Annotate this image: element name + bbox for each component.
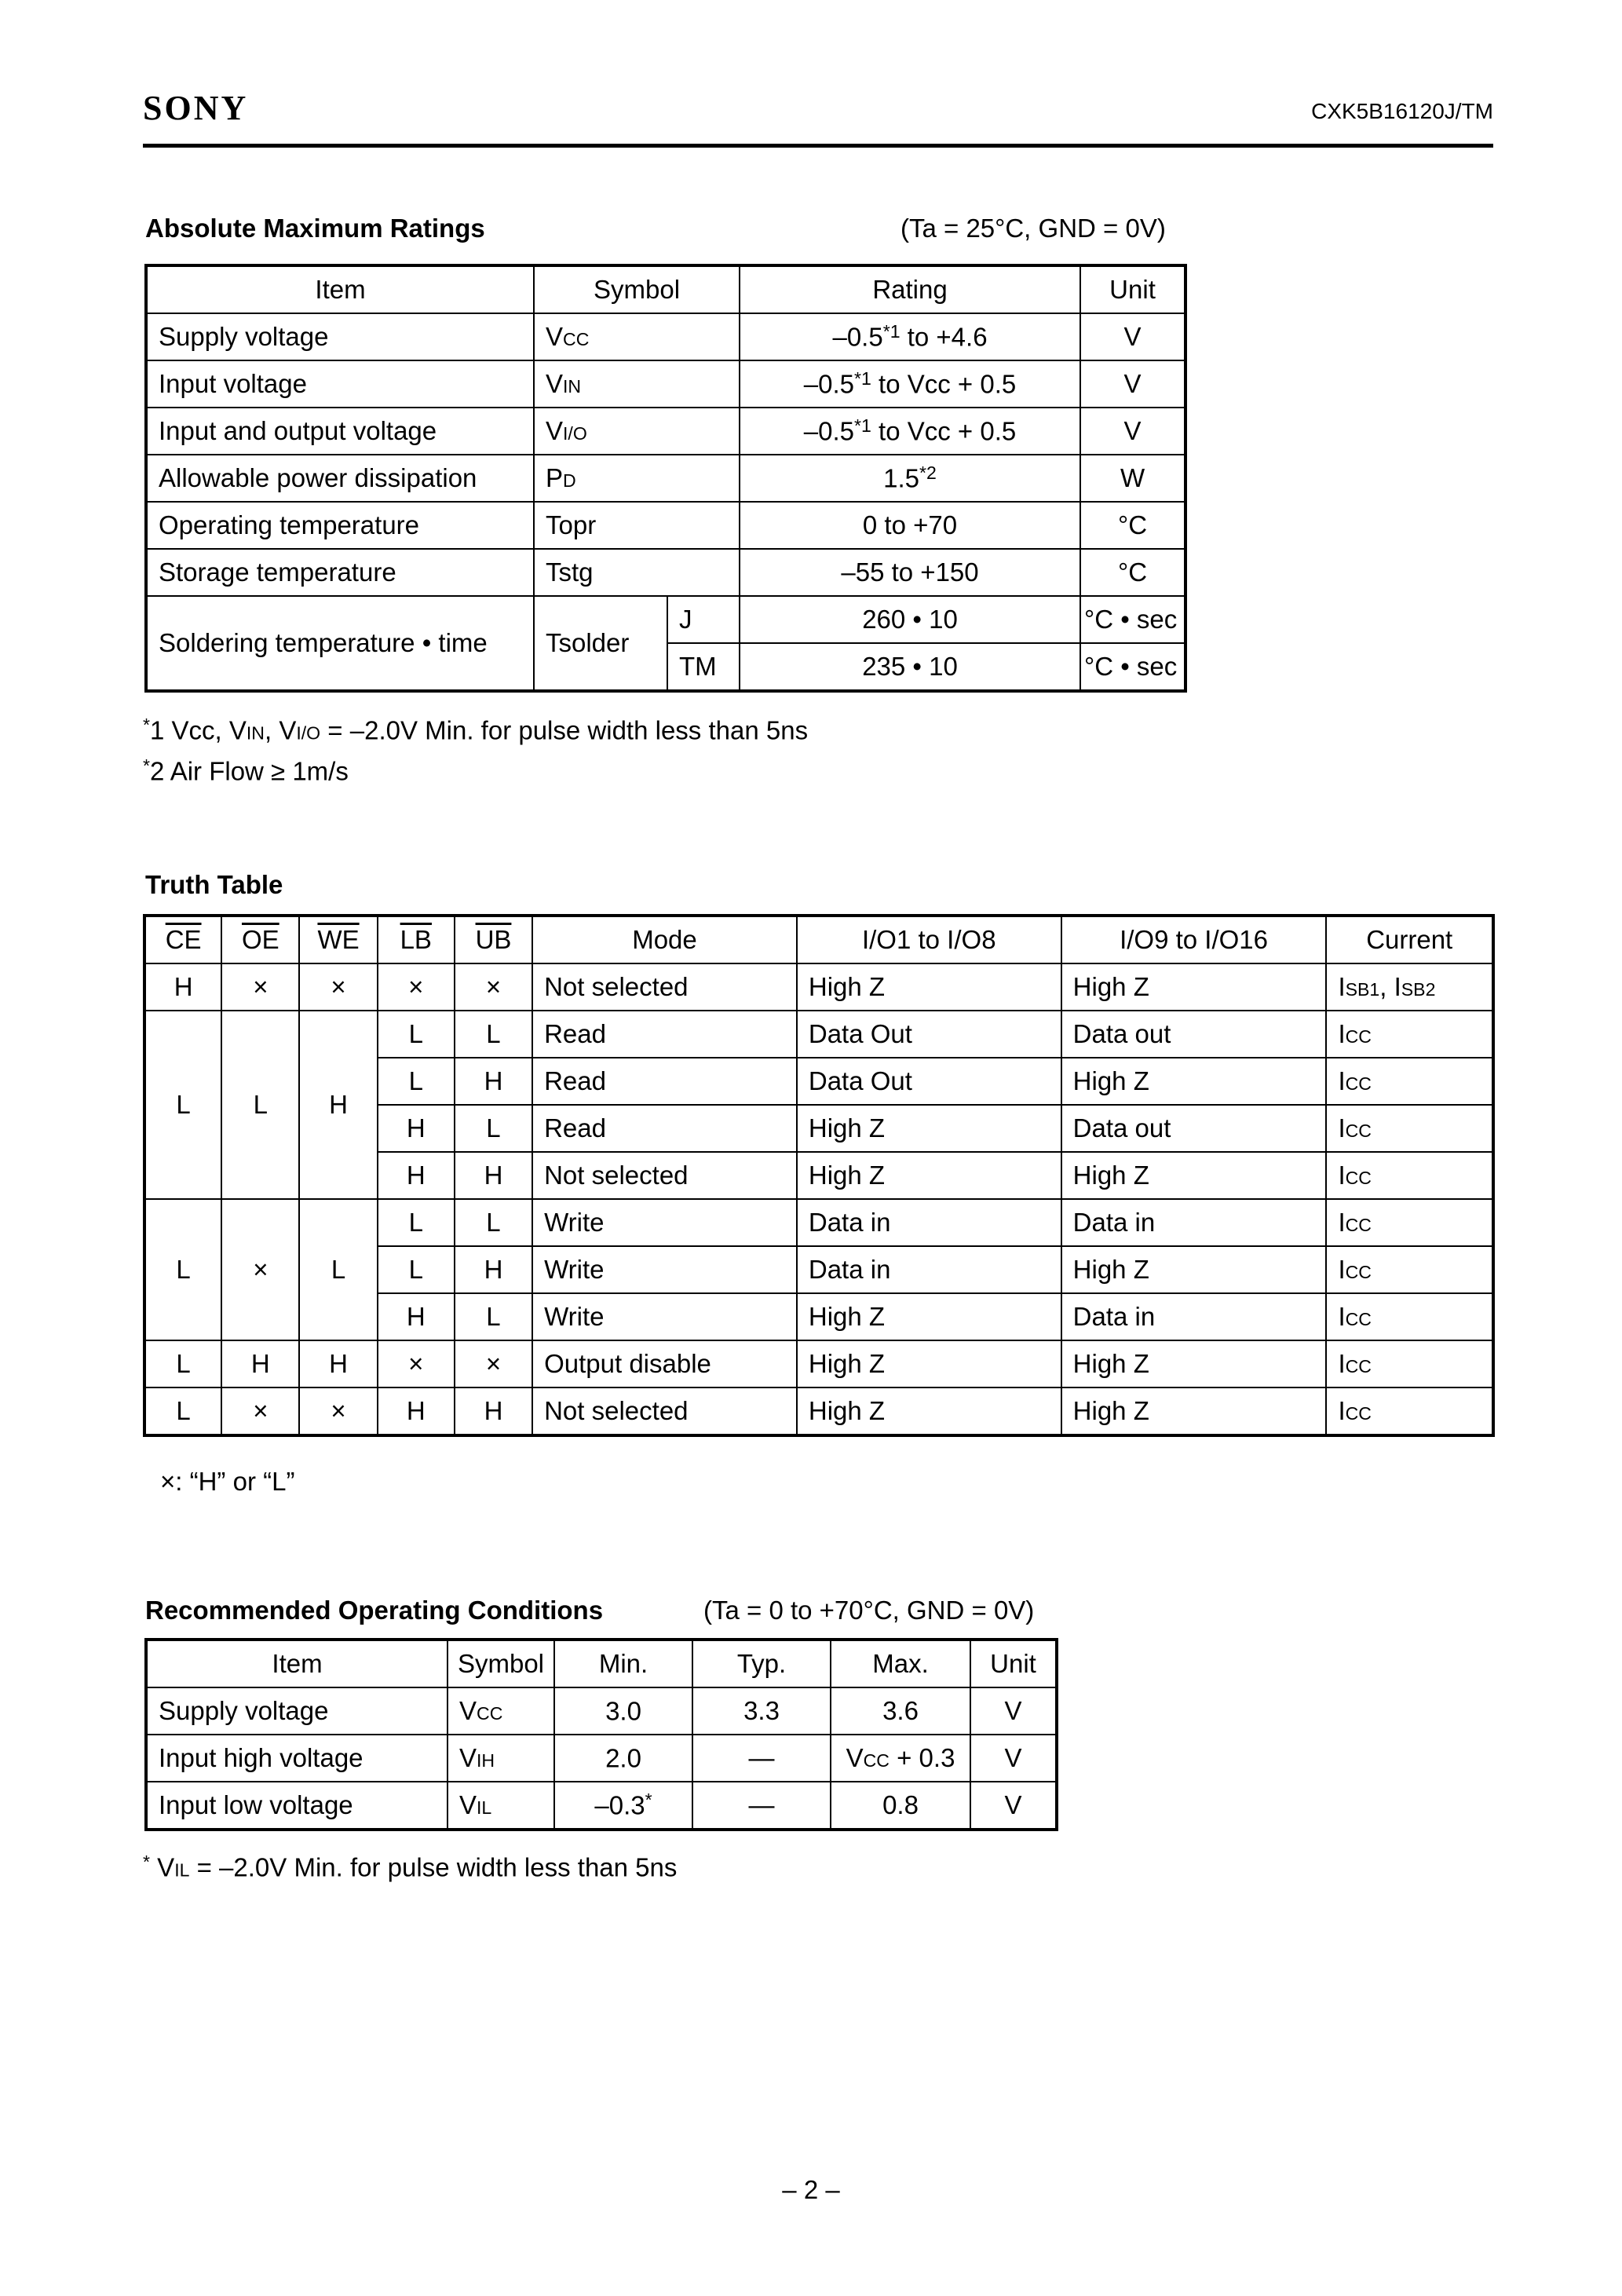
- symbol-sub: CC: [563, 329, 590, 349]
- rating-value: 1.5: [883, 463, 920, 493]
- roc-typ: 3.3: [692, 1687, 831, 1735]
- current-sub: SB2: [1401, 979, 1436, 1000]
- cell-oe: ×: [221, 1387, 299, 1435]
- roc-header-typ: Typ.: [692, 1640, 831, 1687]
- amr-title: Absolute Maximum Ratings: [145, 214, 485, 243]
- cell-io1: High Z: [797, 1387, 1061, 1435]
- sony-logo: SONY: [143, 89, 249, 127]
- amr-header-rating: Rating: [740, 265, 1080, 313]
- cell-oe: ×: [221, 1199, 299, 1340]
- footnote-sub: IN: [246, 722, 265, 744]
- cell-ub: ×: [455, 963, 532, 1011]
- cell-io9: High Z: [1061, 963, 1327, 1011]
- rating-footnote-mark: *1: [854, 368, 871, 389]
- roc-header-row: [146, 1640, 1057, 1687]
- amr-unit: V: [1080, 408, 1185, 455]
- amr-unit: °C • sec: [1080, 596, 1185, 643]
- roc-max: [831, 1735, 970, 1782]
- amr-symbol: [534, 360, 740, 408]
- truth-footnote: ×: “H” or “L”: [160, 1467, 295, 1496]
- current-symbol: I: [1338, 1113, 1346, 1143]
- cell-current: [1326, 1340, 1493, 1387]
- amr-rating: 0 to +70: [740, 502, 1080, 549]
- amr-row-solder-j: [146, 596, 1185, 643]
- max-value: 3.6: [882, 1696, 919, 1725]
- roc-symbol: [448, 1782, 554, 1830]
- cell-current: [1326, 1199, 1493, 1246]
- footnote-mark: *: [143, 715, 150, 735]
- amr-footnote-1: [143, 715, 808, 745]
- document-number: CXK5B16120J/TM: [1311, 99, 1493, 123]
- footnote-text: = –2.0V Min. for pulse width less than 5ns: [320, 715, 809, 745]
- current-sub: SB1: [1345, 979, 1380, 1000]
- amr-item: Supply voltage: [146, 313, 534, 360]
- amr-conditions: (Ta = 25°C, GND = 0V): [901, 214, 1166, 243]
- amr-header-row: [146, 265, 1185, 313]
- footnote-text: 2 Air Flow ≥ 1m/s: [150, 756, 349, 786]
- cell-lb: L: [378, 1011, 455, 1058]
- header-label: $\overline{OE}$: [241, 925, 279, 954]
- amr-rating: –55 to +150: [740, 549, 1080, 596]
- roc-footnote: [143, 1852, 677, 1882]
- amr-symbol: [534, 313, 740, 360]
- cell-io9: Data out: [1061, 1011, 1327, 1058]
- footnote-text: , V: [264, 715, 297, 745]
- amr-row: [146, 455, 1185, 502]
- roc-row: [146, 1687, 1057, 1735]
- cell-mode: Read: [532, 1011, 797, 1058]
- cell-current: [1326, 1058, 1493, 1105]
- cell-we: ×: [299, 963, 377, 1011]
- cell-io1: Data in: [797, 1199, 1061, 1246]
- max-value: 0.8: [882, 1790, 919, 1819]
- current-symbol: I: [1338, 1208, 1346, 1237]
- cell-mode: Write: [532, 1199, 797, 1246]
- cell-io1: High Z: [797, 963, 1061, 1011]
- header-label: $\overline{UB}$: [475, 925, 512, 954]
- cell-io9: High Z: [1061, 1387, 1327, 1435]
- amr-header-item: Item: [146, 265, 534, 313]
- cell-ub: H: [455, 1246, 532, 1293]
- amr-unit: °C: [1080, 502, 1185, 549]
- cell-current: [1326, 1105, 1493, 1152]
- cell-lb: H: [378, 1293, 455, 1340]
- symbol-sub: I/O: [563, 423, 587, 444]
- truth-header-ce: [144, 916, 221, 963]
- cell-io1: Data in: [797, 1246, 1061, 1293]
- roc-max: [831, 1687, 970, 1735]
- roc-symbol: [448, 1687, 554, 1735]
- current-symbol: , I: [1379, 972, 1401, 1001]
- amr-row: [146, 502, 1185, 549]
- symbol-main: P: [546, 463, 564, 492]
- cell-lb: H: [378, 1387, 455, 1435]
- cell-we: H: [299, 1340, 377, 1387]
- cell-ce: L: [144, 1199, 221, 1340]
- current-symbol: I: [1338, 1161, 1346, 1190]
- header-label: $\overline{WE}$: [317, 925, 360, 954]
- current-symbol: I: [1338, 1019, 1346, 1048]
- amr-item: Storage temperature: [146, 549, 534, 596]
- page-number: – 2 –: [782, 2175, 840, 2204]
- amr-rating: [740, 408, 1080, 455]
- current-sub: CC: [1345, 1121, 1372, 1141]
- symbol-main: V: [459, 1790, 477, 1819]
- header-rule: [143, 144, 1493, 148]
- amr-item: Soldering temperature • time: [146, 596, 534, 691]
- cell-mode: Not selected: [532, 963, 797, 1011]
- amr-unit: °C • sec: [1080, 643, 1185, 691]
- symbol-main: V: [546, 369, 564, 398]
- truth-header-we: [299, 916, 377, 963]
- roc-max: [831, 1782, 970, 1830]
- amr-header-symbol: Symbol: [534, 265, 740, 313]
- cell-io1: High Z: [797, 1293, 1061, 1340]
- symbol-main: V: [459, 1743, 477, 1772]
- min-value: 2.0: [605, 1743, 641, 1773]
- footnote-mark: *: [143, 1852, 150, 1872]
- rating-range: to +4.6: [900, 322, 988, 352]
- table-row: [144, 1199, 1493, 1246]
- cell-we: ×: [299, 1387, 377, 1435]
- solder-package-tm: TM: [667, 643, 740, 691]
- amr-table: [144, 264, 1187, 693]
- amr-symbol: Tstg: [534, 549, 740, 596]
- cell-current: [1326, 1246, 1493, 1293]
- roc-header-max: Max.: [831, 1640, 970, 1687]
- roc-header-unit: Unit: [970, 1640, 1057, 1687]
- cell-lb: L: [378, 1199, 455, 1246]
- cell-ub: H: [455, 1058, 532, 1105]
- cell-lb: L: [378, 1246, 455, 1293]
- truth-header-lb: [378, 916, 455, 963]
- cell-oe: H: [221, 1340, 299, 1387]
- current-symbol: I: [1338, 1066, 1346, 1095]
- max-value: V: [846, 1743, 864, 1772]
- cell-current: [1326, 1293, 1493, 1340]
- footnote-text: = –2.0V Min. for pulse width less than 5ns: [189, 1852, 678, 1882]
- cell-ub: H: [455, 1152, 532, 1199]
- cell-current: [1326, 1387, 1493, 1435]
- min-value: –0.3: [594, 1790, 645, 1820]
- cell-lb: H: [378, 1105, 455, 1152]
- roc-header-min: Min.: [554, 1640, 692, 1687]
- footnote-sub: I/O: [296, 722, 321, 744]
- cell-lb: L: [378, 1058, 455, 1105]
- cell-io9: High Z: [1061, 1152, 1327, 1199]
- roc-table: [144, 1638, 1058, 1831]
- amr-symbol: [534, 408, 740, 455]
- cell-ub: H: [455, 1387, 532, 1435]
- cell-current: [1326, 1152, 1493, 1199]
- cell-mode: Write: [532, 1246, 797, 1293]
- amr-unit: V: [1080, 313, 1185, 360]
- cell-lb: ×: [378, 963, 455, 1011]
- cell-oe: ×: [221, 963, 299, 1011]
- amr-unit: W: [1080, 455, 1185, 502]
- cell-io9: Data out: [1061, 1105, 1327, 1152]
- cell-ub: L: [455, 1011, 532, 1058]
- amr-rating: [740, 360, 1080, 408]
- amr-header-unit: Unit: [1080, 265, 1185, 313]
- table-row: [144, 1340, 1493, 1387]
- roc-item: Input high voltage: [146, 1735, 448, 1782]
- rating-footnote-mark: *1: [854, 415, 871, 437]
- current-sub: CC: [1345, 1026, 1372, 1047]
- cell-lb: ×: [378, 1340, 455, 1387]
- roc-unit: V: [970, 1782, 1057, 1830]
- cell-io1: High Z: [797, 1105, 1061, 1152]
- amr-rating: [740, 313, 1080, 360]
- symbol-sub: IL: [477, 1797, 492, 1818]
- rating-range: to Vcc + 0.5: [871, 416, 1017, 446]
- table-row: [144, 1011, 1493, 1058]
- rating-value: –0.5: [832, 322, 883, 352]
- rating-range: to Vcc + 0.5: [871, 369, 1017, 399]
- amr-row: [146, 313, 1185, 360]
- cell-io9: High Z: [1061, 1340, 1327, 1387]
- roc-item: Supply voltage: [146, 1687, 448, 1735]
- cell-we: L: [299, 1199, 377, 1340]
- symbol-main: V: [546, 416, 564, 445]
- truth-header-oe: [221, 916, 299, 963]
- truth-header-row: [144, 916, 1493, 963]
- cell-ce: H: [144, 963, 221, 1011]
- current-symbol: I: [1338, 1396, 1346, 1425]
- truth-title: Truth Table: [145, 870, 283, 899]
- roc-unit: V: [970, 1735, 1057, 1782]
- roc-title: Recommended Operating Conditions: [145, 1596, 604, 1625]
- amr-rating: 235 • 10: [740, 643, 1080, 691]
- roc-row: [146, 1735, 1057, 1782]
- cell-ub: L: [455, 1293, 532, 1340]
- truth-header-ub: [455, 916, 532, 963]
- amr-symbol: [534, 455, 740, 502]
- amr-unit: V: [1080, 360, 1185, 408]
- roc-row: [146, 1782, 1057, 1830]
- amr-footnote-2: [143, 755, 349, 786]
- amr-row: [146, 408, 1185, 455]
- cell-we: H: [299, 1011, 377, 1199]
- truth-header-mode: Mode: [532, 916, 797, 963]
- amr-item: Input and output voltage: [146, 408, 534, 455]
- table-row: [144, 963, 1493, 1011]
- cell-io9: High Z: [1061, 1246, 1327, 1293]
- cell-oe: L: [221, 1011, 299, 1199]
- current-sub: CC: [1345, 1356, 1372, 1377]
- symbol-sub: IN: [563, 376, 582, 397]
- cell-mode: Write: [532, 1293, 797, 1340]
- roc-typ: —: [692, 1735, 831, 1782]
- cell-ce: L: [144, 1387, 221, 1435]
- current-symbol: I: [1338, 1302, 1346, 1331]
- current-sub: CC: [1345, 1073, 1372, 1094]
- amr-item: Input voltage: [146, 360, 534, 408]
- amr-symbol: Tsolder: [534, 596, 667, 691]
- symbol-sub: IH: [477, 1750, 495, 1771]
- symbol-sub: CC: [477, 1703, 503, 1724]
- current-sub: CC: [1345, 1309, 1372, 1329]
- cell-ce: L: [144, 1340, 221, 1387]
- rating-value: –0.5: [803, 369, 855, 399]
- current-symbol: I: [1338, 1255, 1346, 1284]
- current-sub: CC: [1345, 1215, 1372, 1235]
- truth-header-current: Current: [1326, 916, 1493, 963]
- current-symbol: I: [1338, 972, 1346, 1001]
- cell-current: [1326, 963, 1493, 1011]
- cell-io1: Data Out: [797, 1058, 1061, 1105]
- solder-package-j: J: [667, 596, 740, 643]
- rating-footnote-mark: *2: [919, 462, 937, 484]
- cell-mode: Not selected: [532, 1152, 797, 1199]
- cell-io9: High Z: [1061, 1058, 1327, 1105]
- cell-ub: ×: [455, 1340, 532, 1387]
- footnote-mark: *: [143, 755, 150, 776]
- footnote-sub: IL: [174, 1859, 190, 1881]
- roc-min: [554, 1687, 692, 1735]
- cell-ub: L: [455, 1199, 532, 1246]
- cell-mode: Not selected: [532, 1387, 797, 1435]
- roc-conditions: (Ta = 0 to +70°C, GND = 0V): [703, 1596, 1035, 1625]
- max-offset: + 0.3: [889, 1743, 955, 1772]
- footnote-text: V: [150, 1852, 175, 1882]
- cell-lb: H: [378, 1152, 455, 1199]
- current-sub: CC: [1345, 1262, 1372, 1282]
- header-label: $\overline{CE}$: [165, 925, 202, 954]
- current-symbol: I: [1338, 1349, 1346, 1378]
- cell-io1: High Z: [797, 1152, 1061, 1199]
- table-row: [144, 1387, 1493, 1435]
- current-sub: CC: [1345, 1403, 1372, 1424]
- amr-row: [146, 360, 1185, 408]
- cell-io1: High Z: [797, 1340, 1061, 1387]
- truth-header-io9: I/O9 to I/O16: [1061, 916, 1327, 963]
- rating-footnote-mark: *1: [882, 321, 901, 342]
- header-label: $\overline{LB}$: [400, 925, 432, 954]
- amr-unit: °C: [1080, 549, 1185, 596]
- cell-io1: Data Out: [797, 1011, 1061, 1058]
- amr-item: Operating temperature: [146, 502, 534, 549]
- cell-mode: Read: [532, 1105, 797, 1152]
- cell-mode: Output disable: [532, 1340, 797, 1387]
- amr-symbol: Topr: [534, 502, 740, 549]
- symbol-sub: D: [563, 470, 576, 491]
- truth-table: [143, 914, 1495, 1437]
- rating-value: –0.5: [803, 416, 855, 446]
- roc-header-item: Item: [146, 1640, 448, 1687]
- min-footnote-mark: *: [645, 1790, 652, 1811]
- cell-io9: Data in: [1061, 1293, 1327, 1340]
- max-sub: CC: [863, 1750, 890, 1771]
- roc-unit: V: [970, 1687, 1057, 1735]
- amr-rating: [740, 455, 1080, 502]
- cell-io9: Data in: [1061, 1199, 1327, 1246]
- roc-typ: —: [692, 1782, 831, 1830]
- truth-header-io1: I/O1 to I/O8: [797, 916, 1061, 963]
- roc-min: [554, 1735, 692, 1782]
- amr-row: [146, 549, 1185, 596]
- roc-symbol: [448, 1735, 554, 1782]
- current-sub: CC: [1345, 1168, 1372, 1188]
- cell-mode: Read: [532, 1058, 797, 1105]
- min-value: 3.0: [605, 1696, 641, 1726]
- cell-ub: L: [455, 1105, 532, 1152]
- footnote-text: 1 Vcc, V: [150, 715, 247, 745]
- roc-header-symbol: Symbol: [448, 1640, 554, 1687]
- symbol-main: V: [459, 1696, 477, 1725]
- cell-current: [1326, 1011, 1493, 1058]
- cell-ce: L: [144, 1011, 221, 1199]
- amr-rating: 260 • 10: [740, 596, 1080, 643]
- roc-min: [554, 1782, 692, 1830]
- roc-item: Input low voltage: [146, 1782, 448, 1830]
- symbol-main: V: [546, 322, 564, 351]
- amr-item: Allowable power dissipation: [146, 455, 534, 502]
